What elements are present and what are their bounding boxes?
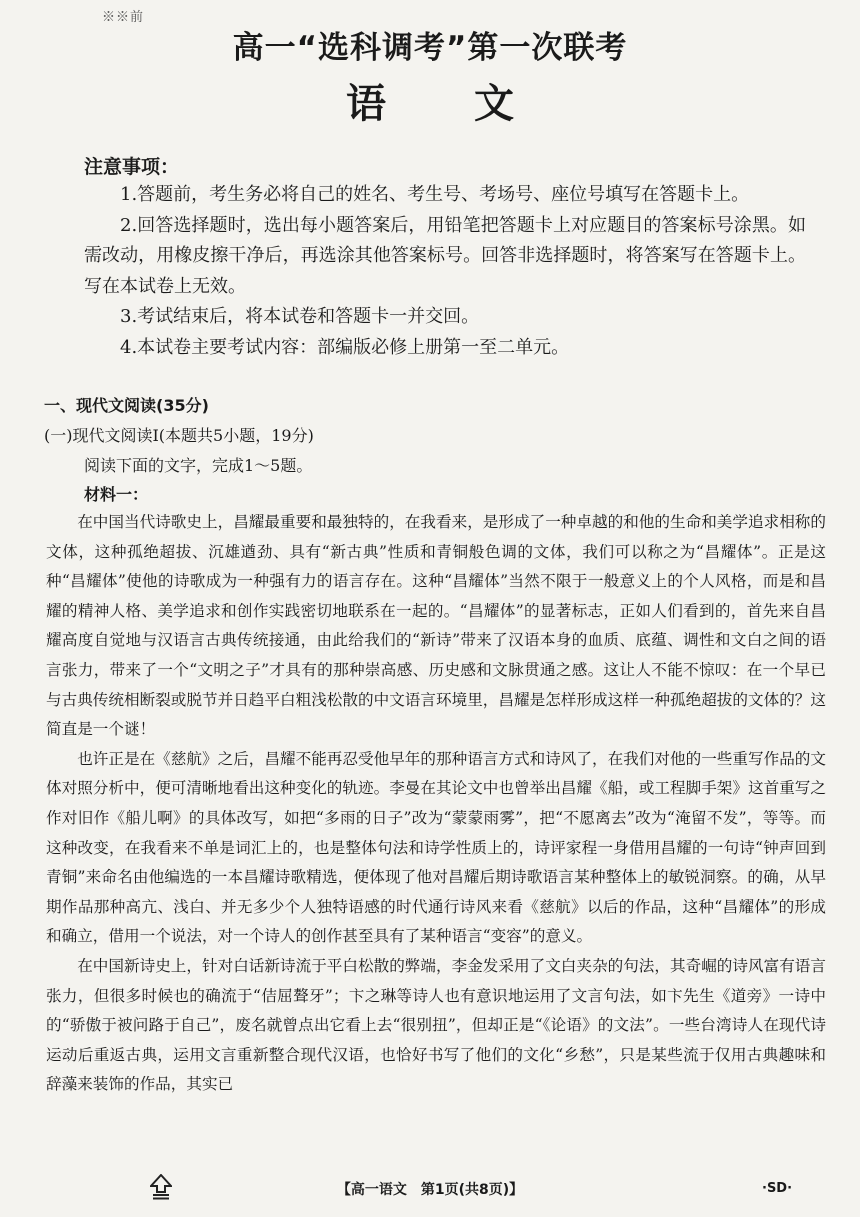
passage-paragraph: 在中国新诗史上，针对白话新诗流于平白松散的弊端，李金发采用了文白夹杂的句法，其奇崛的诗风富有语言张力，但很多时候也的确流于“佶屈聱牙”；卞之琳等诗人也有意识地运用了文言句法，如卞先生《道旁》一诗中的“骄傲于被问路于自己”，废名就曾点出它看上去“很别扭”，但却正是“《论语》的文法”。一些台湾诗人在现代诗运动后重返古典，运用文言重新整合现代汉语，也恰好书写了他们的文化“乡愁”，只是某些流于仅用古典趣味和辞藻来装饰的作品，其实已 — [46, 956, 826, 1094]
passage-paragraph: 在中国当代诗歌史上，昌耀最重要和最独特的，在我看来，是形成了一种卓越的和他的生命和美学追求相称的文体，这种孤绝超拔、沉雄遒劲、具有“新古典”性质和青铜般色调的文体，我们可以称之为“昌耀体”。正是这种“昌耀体”使他的诗歌成为一种强有力的语言存在。这种“昌耀体”当然不限于一般意义上的个人风格，而是和昌耀的精神人格、美学追求和创作实践密切地联系在一起的。“昌耀体”的显著标志，正如人们看到的，首先来自昌耀高度自觉地与汉语言古典传统接通，由此给我们的“新诗”带来了汉语本身的血质、底蕴、调性和文白之间的语言张力，带来了一个“文明之子”才具有的那种崇高感、历史感和文脉贯通之感。这让人不能不惊叹：在一个早已与古典传统相断裂或脱节并日趋平白粗浅松散的中文语言环境里，昌耀是怎样形成这样一种孤绝超拔的文体的？这简直是一个谜！ — [46, 513, 826, 739]
subject-char-1: 语 — [346, 81, 386, 127]
subject-char-2: 文 — [474, 81, 514, 127]
reading-instruction: 阅读下面的文字，完成1～5题。 — [84, 456, 313, 475]
notice-item: 3.考试结束后，将本试卷和答题卡一并交回。 — [120, 306, 480, 327]
footer-code: ·SD· — [762, 1181, 793, 1196]
subject-title — [0, 72, 860, 129]
subsection-title: (一)现代文阅读Ⅰ(本题共5小题，19分) — [44, 426, 314, 445]
corner-mark: ※※前 — [102, 10, 145, 25]
notice-heading: 注意事项： — [84, 156, 180, 178]
section-title: 一、现代文阅读(35分) — [44, 396, 209, 415]
reading-passage — [46, 508, 826, 1100]
notice-item: 4.本试卷主要考试内容：部编版必修上册第一至二单元。 — [120, 336, 570, 358]
notice-item: 1.答题前，考生务必将自己的姓名、考生号、考场号、座位号填写在答题卡上。 — [120, 184, 750, 205]
exam-title: 高一“选科调考”第一次联考 — [232, 30, 628, 66]
page-footer: 【高一语文 第1页(共8页)】 — [336, 1182, 524, 1198]
notice-item: 2.回答选择题时，选出每小题答案后，用铅笔把答题卡上对应题目的答案标号涂黑。如需改动，用橡皮擦干净后，再选涂其他答案标号。回答非选择题时，将答案写在答题卡上。写在本试卷上无效。 — [84, 214, 806, 297]
notice-list — [84, 180, 806, 363]
passage-paragraph: 也许正是在《慈航》之后，昌耀不能再忍受他早年的那种语言方式和诗风了，在我们对他的一些重写作品的文体对照分析中，便可清晰地看出这种变化的轨迹。李曼在其论文中也曾举出昌耀《船，或工程脚手架》这首重写之作对旧作《船儿啊》的具体改写，如把“多雨的日子”改为“蒙蒙雨雾”，把“不愿离去”改为“淹留不发”，等等。而这种改变，在我看来不单是词汇上的，也是整体句法和诗学性质上的，诗评家程一身借用昌耀的一句诗“钟声回到青铜”来命名由他编选的一本昌耀诗歌精选，便体现了他对昌耀后期诗歌语言某种整体上的敏锐洞察。的确，从早期作品那种高亢、浅白、并无多少个人独特语感的时代通行诗风来看《慈航》以后的作品，这种“昌耀体”的形成和确立，借用一个说法，对一个诗人的创作甚至具有了某种语言“变容”的意义。 — [46, 749, 826, 946]
material-label: 材料一： — [84, 485, 149, 504]
